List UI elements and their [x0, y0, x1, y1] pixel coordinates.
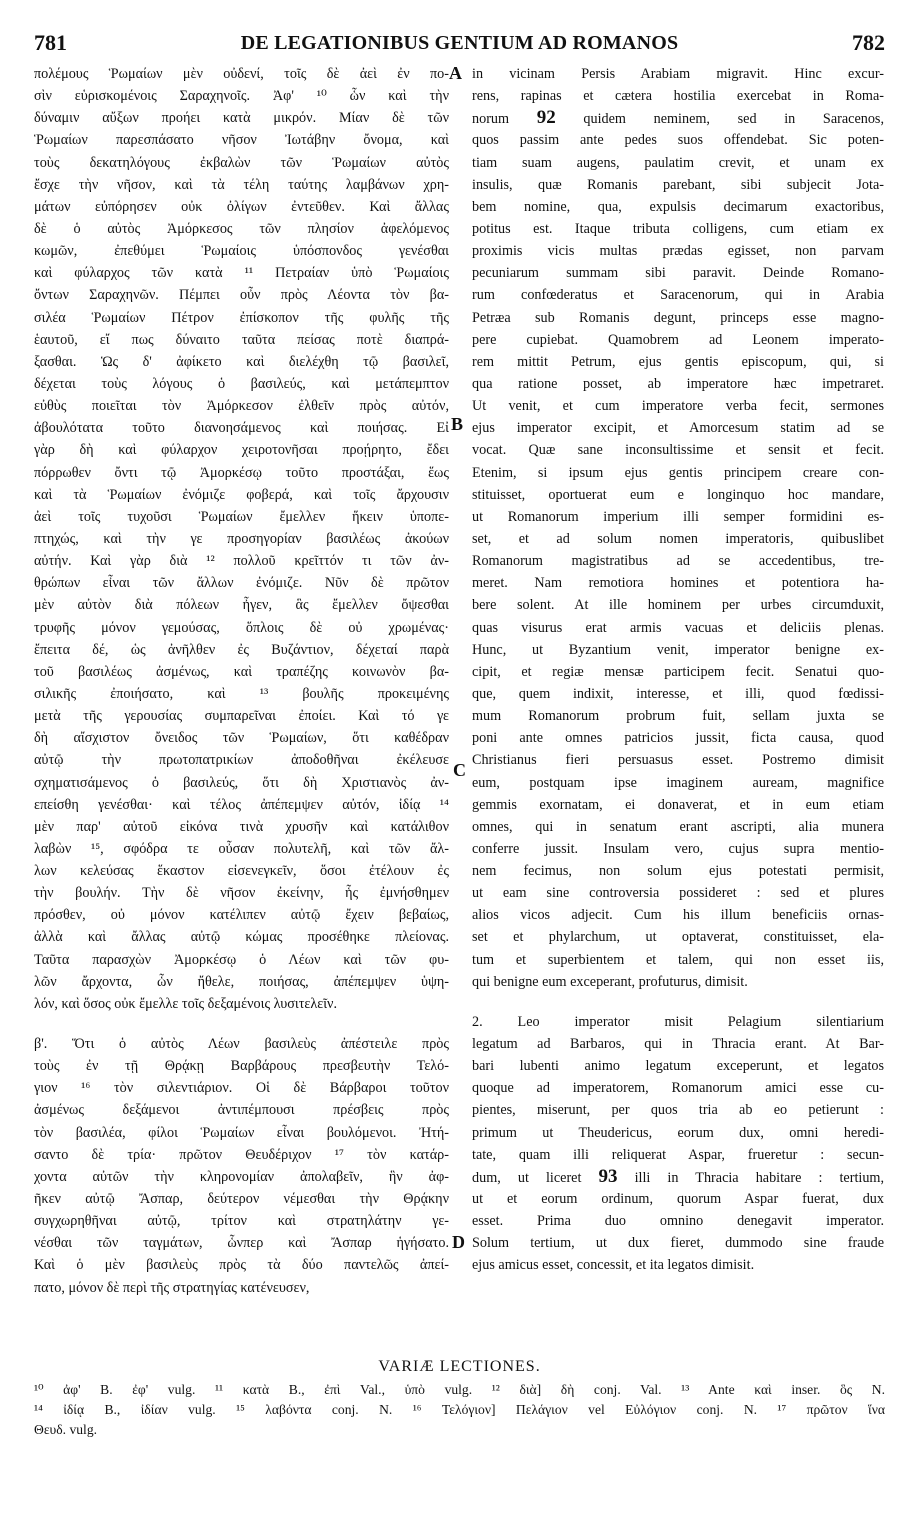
- greek-text-line: συγχωρηθῆναι αὐτῷ, τρίτον καὶ στρατηλάτην γε-: [34, 1213, 449, 1230]
- left-page-number: 781: [34, 30, 67, 55]
- greek-text-line: Καὶ ὁ μὲν βασιλεὺς πρὸς τὰ δύο παντελῶς ἀπεί-: [34, 1257, 449, 1274]
- greek-text-line: ξασθαι. Ὡς δ' ἀφίκετο καὶ διελέχθη τῷ βασιλεῖ,: [34, 353, 449, 370]
- greek-text-line: επείσθη γενέσθαι· καὶ τέλος ἀπέπεμψεν αὐτόν, ἰδίᾳ ¹⁴: [34, 796, 449, 813]
- latin-text-line: rum confœderatus et Saracenorum, qui in Arabia: [472, 287, 884, 304]
- edition-page-number: 93: [598, 1165, 618, 1187]
- greek-text-line: ἀσμένως δεξάμενοι ἀντιπέμπουσι πρέσβεις πρὸς: [34, 1102, 449, 1119]
- greek-text-line: σαντο δὲ τρία· πρῶτον Θευδέριχον ¹⁷ τὸν κατάρ-: [34, 1146, 449, 1163]
- latin-text-line: gemmis exornatam, ei donaverat, et in eum etiam: [472, 796, 884, 813]
- latin-text-line: 2. Leo imperator misit Pelagium silentiarium: [472, 1013, 884, 1030]
- latin-text-line: quas visurus erat armis vacuas et deliciis plenas.: [472, 619, 884, 636]
- latin-text-line: pientes, miserunt, per quos tria ab eo petierunt :: [472, 1102, 884, 1119]
- latin-text-line: rens, rapinas et cætera hostilia exercebat in Roma-: [472, 88, 884, 105]
- margin-marker-d: D: [452, 1232, 465, 1252]
- latin-text-line: conferre jussit. Insulam vero, cujus supra mentio-: [472, 840, 884, 857]
- running-title: DE LEGATIONIBUS GENTIUM AD ROMANOS: [240, 32, 679, 54]
- greek-text-line: ἔσχε τὴν νῆσον, καὶ τὰ τέλη ταύτης λαμβάνων χρη-: [34, 176, 449, 193]
- greek-text-line: σὶν εὑρισκομένοις Σαραχηνοῖς. Ἀφ' ¹⁰ ὧν καὶ τὴν: [34, 88, 449, 105]
- greek-text-line: γὰρ δὴ καὶ φύλαρχον χειροτονῆσαι προῄρητο, ἔδει: [34, 442, 449, 459]
- latin-text-line: ut et eorum ordinum, quorum Aspar fuerat, dux: [472, 1191, 884, 1208]
- margin-marker-a: A: [449, 63, 462, 83]
- greek-text-line: πτηχώς, καὶ τὴν γε προσηγορίαν βασιλέως ἀκούων: [34, 530, 449, 547]
- greek-text-column: [34, 63, 449, 1299]
- latin-text-line: pere cupiebat. Quamobrem ad Leonem imperato-: [472, 331, 884, 348]
- greek-text-line: καὶ τὰ Ῥωμαίων ἐνόμιζε φοβερά, καὶ τοῖς ἄρχουσιν: [34, 486, 449, 503]
- latin-text-line: vocat. Quæ sane inconsultissime et sensit et fecit.: [472, 442, 884, 459]
- greek-text-line: αὐτήν. Καὶ γὰρ διὰ ¹² πολλοῦ κρεῖττόν τι τῶν ἀν-: [34, 553, 449, 570]
- latin-text-line: ut eam sine controversia possideret : sed et plures: [472, 885, 884, 902]
- latin-text-line: Solum tertium, ut dux fieret, dummodo sine fraude: [472, 1235, 884, 1252]
- greek-text-line: γιον ¹⁶ τὸν σιλεντιάριον. Οἱ δὲ Βάρβαροι τοῦτον: [34, 1080, 449, 1097]
- latin-text-line: ut Romanorum imperium illi semper formidini es-: [472, 508, 884, 525]
- greek-text-line: τὴν βουλήν. Τὴν δὲ νῆσον ἐκείνην, ἧς ἐμνήσθημεν: [34, 885, 449, 902]
- greek-text-line: Ταῦτα παρασχὼν Ἀμορκέσῳ ὁ Λέων καὶ τῶν φυ-: [34, 951, 449, 968]
- variant-readings-line: Θευδ. vulg.: [34, 1422, 98, 1437]
- latin-text-line: Christianus fieri persuasus esset. Postremo dimisit: [472, 752, 884, 769]
- latin-text-line: Ut venit, et cum imperatore verba fecit, sermones: [472, 398, 884, 415]
- latin-text-line: pecuniarum summam sibi paravit. Deinde Romano-: [472, 265, 884, 282]
- greek-text-line: τοὺς ἐν τῇ Θρᾴκῃ Βαρβάρους πρεσβευτὴν Τελό-: [34, 1058, 449, 1075]
- greek-text-line: σιλέα Ῥωμαίων Πέτρον ἐπίσκοπον τῆς φυλῆς τῆς: [34, 309, 449, 326]
- greek-text-line: ἀβουλότατα τοῦτο διανοησάμενος καὶ ποιήσας. Εἰ: [34, 420, 449, 437]
- latin-text-line: omnes, qui in senatum erant ascripti, alia munera: [472, 818, 884, 835]
- greek-text-line: μὲν αὐτὸν διὰ πόλεων ἦγεν, ἃς ἔμελλεν ὄψεσθαι: [34, 597, 449, 614]
- latin-text-line: bem nomine, qua, expulsis decimarum exactoribus,: [472, 198, 884, 215]
- greek-text-line: καὶ φύλαρχος τῶν κατὰ ¹¹ Πετραίαν ὑπὸ Ῥωμαίοις: [34, 265, 449, 282]
- latin-text-line: ejus amicus esset, concessit, et ita legatos dimisit.: [472, 1257, 755, 1274]
- greek-text-line: σχηματισάμενος ὁ βασιλεύς, ὅτι δὴ Χριστιανὸς ἀν-: [34, 774, 449, 791]
- variant-readings-line: ¹⁰ ἀφ' B. ἐφ' vulg. ¹¹ κατὰ B., ἐπὶ Val., ὑπὸ vulg. ¹² διὰ] δὴ conj. Val. ¹³ Ante καὶ inser. ὃς N.: [34, 1382, 885, 1397]
- variant-readings-line: ¹⁴ ἰδίᾳ B., ἰδίαν vulg. ¹⁵ λαβόντα conj. N. ¹⁶ Τελόγιον] Πελάγιον vel Εὐλόγιον conj. N. ¹⁷ πρῶτον ἵνα: [34, 1402, 885, 1417]
- latin-text-line: potitus est. Itaque tributa colligens, cum etiam ex: [472, 220, 884, 237]
- greek-text-line: δὴ αἴσχιστον ὄνειδος τῶν Ῥωμαίων, ὅτι καθέδραν: [34, 730, 449, 747]
- latin-text-line: alios vicos adjecit. Cum his illum beneficiis ornas-: [472, 907, 884, 924]
- latin-text-line: rem mittit Petrum, ejus gentis episcopum, qui, si: [472, 353, 884, 370]
- greek-text-line: λῶν ἄρχοντα, ὧν ἤθελε, ποιήσας, ἀπέπεμψεν ὑψη-: [34, 973, 449, 990]
- latin-text-line: ejus imperator excipit, et Amorcesum statim ad se: [472, 420, 884, 437]
- latin-text-line: tate, quam illi reliquerat Aspar, frueretur : secun-: [472, 1146, 884, 1163]
- margin-marker-c: C: [453, 760, 466, 780]
- latin-text-line: tum et superbientem et talem, qui non esset iis,: [472, 951, 884, 968]
- greek-text-line: λόν, καὶ ὅσος οὐκ ἔμελλε τοῖς δεξαμένοις λυσιτελεῖν.: [34, 995, 337, 1012]
- greek-text-line: ἔπειτα δέ, ὡς ἀνῆλθεν ἐς Βυζάντιον, δέχεταί παρὰ: [34, 641, 449, 658]
- greek-text-line: χοντα αὐτῶν τὴν κληρονομίαν ἀπολαβεῖν, ἣν ἀφ-: [34, 1168, 449, 1185]
- greek-text-line: δύναμιν αὔξων προήει κατὰ μικρόν. Μίαν δὲ τῶν: [34, 110, 449, 127]
- latin-text-line: poni ante omnes patricios jussit, ficta causa, quod: [472, 730, 884, 747]
- latin-text-line: insulis, quæ Romanis parebant, sibi subjecit Jota-: [472, 176, 884, 193]
- greek-text-line: αὐτῷ τὴν πρωτοπατρικίων ἀποδοθῆναι ἐκέλευσε: [34, 752, 449, 769]
- margin-marker-b: B: [451, 414, 464, 434]
- greek-text-line: τοῦ βασιλέως ἀσμένως, καὶ τραπέζης κοινωνὸν βα-: [34, 663, 449, 680]
- greek-text-line: εὐθὺς ποιεῖται τὸν Ἀμόρκεσον ἐλθεῖν πρὸς αὐτόν,: [34, 398, 449, 415]
- greek-text-line: ἑαυτοῦ, εἴ πως δύναιτο ταῦτα πείσας ποτὲ διαπρά-: [34, 331, 449, 348]
- latin-text-line: norum 92 quidem neminem, sed in Saracenos,: [472, 107, 884, 129]
- latin-text-line: qua ratione posset, ab imperatore hæc impetraret.: [472, 375, 884, 392]
- section-gap: [472, 993, 884, 1011]
- greek-text-line: νέσθαι τῶν ταγμάτων, ὧνπερ καὶ Ἄσπαρ ἡγήσατο.: [34, 1235, 449, 1252]
- greek-text-line: τρυφῆς μόνον γεμούσας, ὅπλοις δὲ οὐ χρωμένας·: [34, 619, 449, 636]
- latin-text-line: cipit, et regiæ mensæ participem fecit. Senatui quo-: [472, 663, 884, 680]
- greek-text-line: ῆκεν αὐτῷ Ἄσπαρ, δεύτερον νέμεσθαι τὴν Θρᾴκην: [34, 1191, 449, 1208]
- greek-text-line: δὲ ὁ αὐτὸς Ἀμόρκεσος τῶν πλησίον ἀφελόμενος: [34, 220, 449, 237]
- right-page-number: 782: [852, 30, 885, 55]
- latin-text-line: dum, ut liceret 93 illi in Thracia habitare : tertium,: [472, 1165, 884, 1187]
- latin-text-line: meret. Nam remotiora homines et potentiora ha-: [472, 575, 884, 592]
- greek-text-line: μὲν παρ' αὐτοῦ εἰκόνα τινὰ χρυσῆν καὶ κατάλιθον: [34, 818, 449, 835]
- latin-text-line: nem fecimus, non solum ejus potestati permisit,: [472, 863, 884, 880]
- greek-text-line: Ῥωμαίων παρεσπάσατο νῆσον Ἰωτάβην ὄνομα, καὶ: [34, 132, 449, 149]
- latin-text-line: set et phylarchum, ut optaverat, constituisset, ela-: [472, 929, 884, 946]
- latin-text-line: legatum ad Barbaros, qui in Thracia erant. At Bar-: [472, 1036, 884, 1053]
- greek-text-line: ἀεὶ τοῖς τυχοῦσι Ῥωμαίων ἔμελλεν ἥκειν ὑποπε-: [34, 508, 449, 525]
- latin-text-line: bari lubenti animo legatum exceperunt, et legatos: [472, 1058, 884, 1075]
- latin-text-line: set, et ad solum nomen imperatoris, quibuslibet: [472, 530, 884, 547]
- latin-text-line: mum Romanorum probrum fuit, sellam juxta se: [472, 708, 884, 725]
- edition-page-number: 92: [536, 107, 556, 129]
- greek-text-line: ἀλλὰ καὶ ἄλλας αὐτῷ κώμας προσέθηκε πλείονας.: [34, 929, 449, 946]
- section-gap: [34, 1015, 449, 1033]
- greek-text-line: ὄντων Σαραχηνῶν. Πέμπει οὖν πρὸς Λέοντα τὸν βα-: [34, 287, 449, 304]
- greek-text-line: πόρρωθεν ὄντι τῷ Ἀμορκέσῳ τοῦτο προστάξαι, ἕως: [34, 464, 449, 481]
- latin-text-line: primum ut Theudericus, eorum dux, omni heredi-: [472, 1124, 884, 1141]
- greek-text-line: πρόσθεν, οὐ μόνον κατέλιπεν αὐτῷ ἔχειν βεβαίως,: [34, 907, 449, 924]
- greek-text-line: β'. Ὅτι ὁ αὐτὸς Λέων βασιλεὺς ἀπέστειλε πρὸς: [34, 1036, 449, 1053]
- latin-text-line: Etenim, si ipsum ejus gentis principem creare con-: [472, 464, 884, 481]
- latin-text-line: in vicinam Persis Arabiam migravit. Hinc excur-: [472, 66, 884, 82]
- latin-text-line: que, quem indixit, interesse, et illi, quod fœdissi-: [472, 685, 884, 702]
- latin-text-line: Hunc, ut Byzantium venit, imperator benigne ex-: [472, 641, 884, 658]
- latin-text-line: Petræa sub Romanis degunt, princeps esse magno-: [472, 309, 884, 326]
- greek-text-line: θρώπων εἶναι τῶν ἄλλων ἐνόμιζε. Νῦν δὲ πρῶτον: [34, 575, 449, 592]
- variae-lectiones: [34, 1358, 885, 1440]
- greek-text-line: κωμῶν, ἐπεθύμει Ῥωμαίοις ὑπόσπονδος γενέσθαι: [34, 243, 449, 260]
- latin-text-line: esset. Prima duo omnino denegavit imperator.: [472, 1213, 884, 1230]
- latin-text-line: Romanorum magistratibus ad se accedentibus, tre-: [472, 553, 884, 570]
- latin-text-line: qui benigne eum exceperant, profuturus, dimisit.: [472, 973, 748, 990]
- latin-text-line: proximis vicis multas prædas egisset, non parvam: [472, 243, 884, 260]
- greek-text-line: λαβὼν ¹⁵, σφόδρα τε οὖσαν πολυτελῆ, καὶ τῶν ἄλ-: [34, 840, 449, 857]
- greek-text-line: σιλικῆς ἐποιήσατο, καὶ ¹³ βουλῆς προκειμένης: [34, 685, 449, 702]
- latin-text-line: tiam suam augens, paulatim crevit, et unam ex: [472, 154, 884, 171]
- latin-text-line: bere solent. At ille hominem per urbes circumduxit,: [472, 597, 884, 614]
- greek-text-line: μάτων εὐπόρησεν οὐκ ὀλίγων ἐντεῦθεν. Καὶ ἄλλας: [34, 198, 449, 215]
- page-header: [34, 30, 885, 60]
- greek-text-line: πατο, μόνον δὲ περὶ τῆς στρατηγίας κατένευσεν,: [34, 1279, 310, 1296]
- latin-text-line: stituisset, oportuerat eum e longinquo hoc mandare,: [472, 486, 884, 503]
- greek-text-line: τὸν βασιλέα, φίλοι Ῥωμαίων εἶναι βουλόμενοι. Ἠτή-: [34, 1124, 449, 1141]
- greek-text-line: πολέμους Ῥωμαίων μὲν οὐδενί, τοῖς δὲ ἀεὶ ἐν πο-: [34, 66, 449, 82]
- latin-text-line: quoque ad imperatorem, Romanorum amici esse cu-: [472, 1080, 884, 1097]
- latin-text-line: eum, postquam ipse imaginem auream, magnifice: [472, 774, 884, 791]
- greek-text-line: λων κελεύσας ἕκαστον εἰσενεγκεῖν, ὅσοι ἐτέλουν ἐς: [34, 863, 449, 880]
- latin-text-line: quos passim ante pedes suos offendebat. Sic poten-: [472, 132, 884, 149]
- latin-text-column: [472, 63, 884, 1277]
- greek-text-line: δέχεται τοὺς λόγους ὁ βασιλεύς, καὶ μετάπεμπτον: [34, 375, 449, 392]
- greek-text-line: μετὰ τῆς γερουσίας συμπαρεῖναι ἐποίει. Καὶ τό γε: [34, 708, 449, 725]
- greek-text-line: τοὺς δεκατηλόγους ἐκβαλὼν τῶν Ῥωμαίων αὐτὸς: [34, 154, 449, 171]
- variae-lectiones-title: VARIÆ LECTIONES.: [378, 1358, 541, 1375]
